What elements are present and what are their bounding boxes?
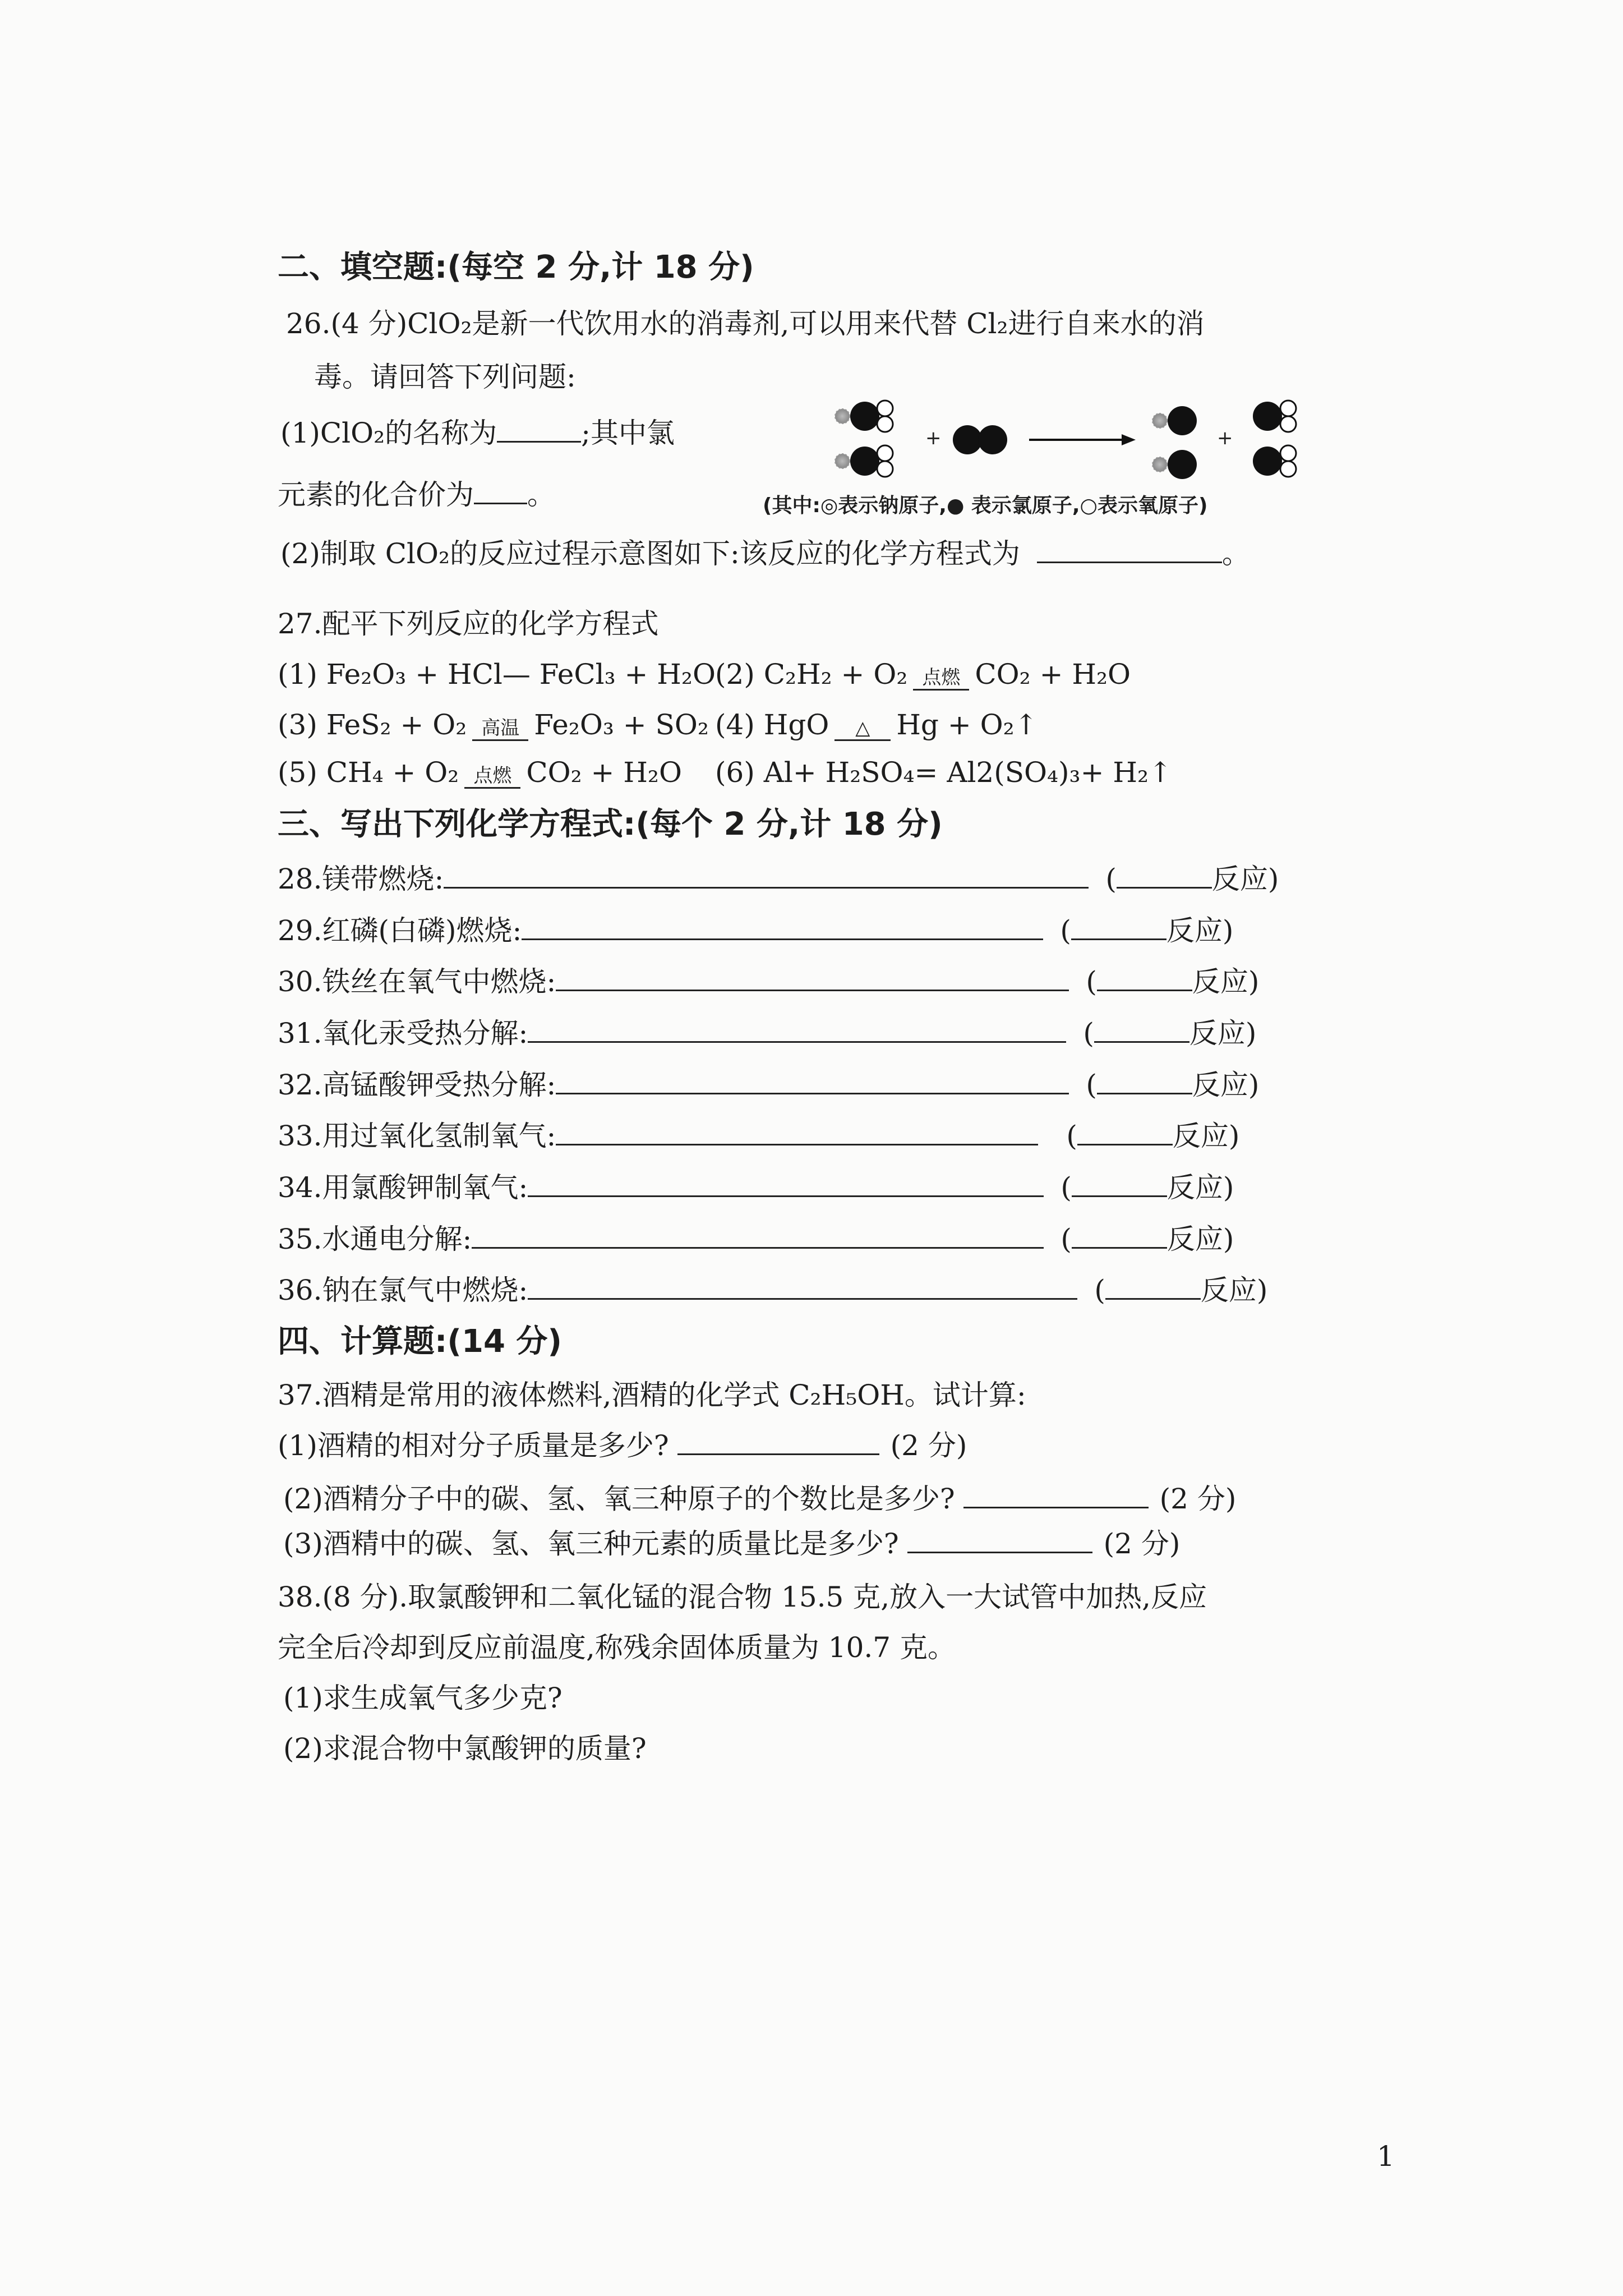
q35-row: 35.水通电分解: ( 反应) bbox=[278, 1221, 1234, 1257]
q28-answer-line[interactable] bbox=[444, 862, 1089, 889]
q34-type-blank[interactable] bbox=[1072, 1171, 1167, 1197]
page-number: 1 bbox=[1377, 2140, 1395, 2173]
q31-type-blank[interactable] bbox=[1094, 1016, 1189, 1043]
q33-suffix: 反应) bbox=[1172, 1120, 1240, 1152]
valence-blank[interactable] bbox=[474, 478, 527, 504]
q37-part2 bbox=[283, 1481, 1236, 1517]
q32-label: 32.高锰酸钾受热分解: bbox=[278, 1069, 556, 1101]
section4-heading: 四、计算题:(14 分) bbox=[278, 1323, 562, 1360]
eq4-right: Hg + O₂↑ bbox=[896, 708, 1038, 741]
q27-row1 bbox=[278, 656, 1131, 696]
q37-3-points: (2 分) bbox=[1103, 1527, 1181, 1560]
q37-3-blank[interactable] bbox=[907, 1527, 1092, 1553]
q37-text: 37.酒精是常用的液体燃料,酒精的化学式 C₂H₅OH。试计算: bbox=[278, 1379, 1026, 1411]
q26-p1-c: 元素的化合价为 bbox=[278, 478, 474, 511]
eq4-condition: △ bbox=[834, 718, 891, 747]
q35-answer-line[interactable] bbox=[472, 1222, 1044, 1249]
q32-suffix: 反应) bbox=[1192, 1069, 1260, 1101]
q35-suffix: 反应) bbox=[1166, 1223, 1234, 1255]
q37-1-points: (2 分) bbox=[890, 1429, 967, 1462]
q36-answer-line[interactable] bbox=[528, 1273, 1077, 1300]
q38-part2: (2)求混合物中氯酸钾的质量? bbox=[283, 1732, 647, 1765]
q26-p1-a: (1)ClO₂的名称为 bbox=[280, 417, 497, 449]
q29-row: 29.红磷(白磷)燃烧: ( 反应) bbox=[278, 913, 1233, 949]
q37-3-text: (3)酒精中的碳、氢、氧三种元素的质量比是多少? bbox=[283, 1527, 899, 1560]
q28-type-blank[interactable] bbox=[1117, 862, 1212, 889]
eq6: (6) Al+ H₂SO₄= Al2(SO₄)₃+ H₂↑ bbox=[715, 756, 1172, 789]
eq3-left: (3) FeS₂ + O₂ bbox=[278, 708, 467, 741]
q35-label: 35.水通电分解: bbox=[278, 1223, 472, 1255]
eq5-right: CO₂ + H₂O bbox=[526, 756, 682, 789]
cl2-molecule bbox=[953, 425, 1007, 454]
q33-row: 33.用过氧化氢制氧气: ( 反应) bbox=[278, 1118, 1239, 1154]
q38-part1: (1)求生成氧气多少克? bbox=[283, 1682, 562, 1714]
eq3-condition: 高温 bbox=[472, 718, 528, 747]
naclo2-molecule-bottom bbox=[835, 445, 893, 477]
q30-type-blank[interactable] bbox=[1097, 965, 1192, 991]
q36-type-blank[interactable] bbox=[1105, 1273, 1201, 1300]
section2-heading: 二、填空题:(每空 2 分,计 18 分) bbox=[278, 249, 754, 286]
eq2-condition: 点燃 bbox=[913, 668, 969, 696]
q26-intro-line2: 毒。请回答下列问题: bbox=[314, 361, 576, 393]
q29-suffix: 反应) bbox=[1166, 914, 1234, 947]
q28-label: 28.镁带燃烧: bbox=[278, 863, 444, 895]
q26-p2-end: 。 bbox=[1221, 537, 1250, 570]
q26-part1-line1 bbox=[280, 415, 675, 451]
q26-p1-b: ;其中氯 bbox=[581, 417, 675, 449]
q33-answer-line[interactable] bbox=[556, 1119, 1038, 1145]
equation-blank[interactable] bbox=[1037, 537, 1222, 563]
q27-title: 27.配平下列反应的化学方程式 bbox=[278, 608, 659, 640]
eq5-condition: 点燃 bbox=[464, 766, 520, 794]
q30-suffix: 反应) bbox=[1192, 965, 1260, 998]
q33-type-blank[interactable] bbox=[1077, 1119, 1173, 1145]
clo2-molecule-bottom bbox=[1253, 445, 1296, 477]
clo2-molecule-top bbox=[1253, 401, 1296, 432]
q35-type-blank[interactable] bbox=[1072, 1222, 1167, 1249]
q30-answer-line[interactable] bbox=[556, 965, 1069, 991]
q31-row: 31.氧化汞受热分解: ( 反应) bbox=[278, 1015, 1256, 1051]
eq5-left: (5) CH₄ + O₂ bbox=[278, 756, 459, 789]
q26-part2 bbox=[280, 536, 1250, 572]
eq1: (1) Fe₂O₃ + HCl— FeCl₃ + H₂O bbox=[278, 658, 716, 691]
q29-label: 29.红磷(白磷)燃烧: bbox=[278, 914, 522, 947]
eq2-left: (2) C₂H₂ + O₂ bbox=[715, 658, 908, 691]
q34-answer-line[interactable] bbox=[528, 1171, 1044, 1197]
q28-suffix: 反应) bbox=[1211, 863, 1279, 895]
q30-label: 30.铁丝在氧气中燃烧: bbox=[278, 965, 556, 998]
q31-answer-line[interactable] bbox=[528, 1016, 1066, 1043]
q38-line1: 38.(8 分).取氯酸钾和二氧化锰的混合物 15.5 克,放入一大试管中加热,反应 bbox=[278, 1581, 1207, 1613]
q32-type-blank[interactable] bbox=[1097, 1068, 1192, 1094]
q37-1-blank[interactable] bbox=[677, 1429, 879, 1455]
q32-row: 32.高锰酸钾受热分解: ( 反应) bbox=[278, 1067, 1259, 1103]
q34-row: 34.用氯酸钾制氧气: ( 反应) bbox=[278, 1170, 1234, 1205]
q30-row: 30.铁丝在氧气中燃烧: ( 反应) bbox=[278, 964, 1259, 1000]
q33-label: 33.用过氧化氢制氧气: bbox=[278, 1120, 556, 1152]
eq4-left: (4) HgO bbox=[715, 708, 829, 741]
q34-suffix: 反应) bbox=[1166, 1171, 1234, 1204]
section3-heading: 三、写出下列化学方程式:(每个 2 分,计 18 分) bbox=[278, 806, 943, 843]
svg-text:+: + bbox=[1217, 427, 1233, 449]
eq3-right: Fe₂O₃ + SO₂ bbox=[534, 708, 709, 741]
q29-answer-line[interactable] bbox=[522, 914, 1043, 940]
q36-label: 36.钠在氯气中燃烧: bbox=[278, 1274, 528, 1306]
q32-answer-line[interactable] bbox=[556, 1068, 1069, 1094]
eq2-right: CO₂ + H₂O bbox=[975, 658, 1131, 691]
q26-part1-line2 bbox=[278, 477, 555, 513]
q37-2-blank[interactable] bbox=[963, 1482, 1149, 1508]
q38-line2: 完全后冷却到反应前温度,称残余固体质量为 10.7 克。 bbox=[278, 1631, 956, 1664]
q37-part3 bbox=[283, 1526, 1180, 1562]
q27-row2 bbox=[278, 707, 1038, 747]
q36-suffix: 反应) bbox=[1200, 1274, 1268, 1306]
q37-2-points: (2 分) bbox=[1159, 1483, 1237, 1515]
q26-p1-d: 。 bbox=[527, 478, 555, 511]
svg-text:+: + bbox=[925, 427, 942, 449]
q37-part1 bbox=[278, 1428, 967, 1464]
q26-intro-line1: 26.(4 分)ClO₂是新一代饮用水的消毒剂,可以用来代替 Cl₂进行自来水的消 bbox=[286, 307, 1205, 340]
q31-suffix: 反应) bbox=[1189, 1017, 1257, 1050]
clo2-name-blank[interactable] bbox=[497, 416, 581, 443]
nacl-molecule-top bbox=[1152, 406, 1197, 435]
q26-p2-text: (2)制取 ClO₂的反应过程示意图如下:该反应的化学方程式为 bbox=[280, 537, 1020, 570]
naclo2-molecule-top bbox=[835, 401, 893, 432]
diagram-legend: (其中:◎表示钠原子,● 表示氯原子,○表示氧原子) bbox=[763, 494, 1208, 517]
q37-1-text: (1)酒精的相对分子质量是多少? bbox=[278, 1429, 669, 1462]
q27-row3 bbox=[278, 754, 1172, 794]
q28-row: 28.镁带燃烧: ( 反应) bbox=[278, 861, 1279, 897]
q34-label: 34.用氯酸钾制氧气: bbox=[278, 1171, 528, 1204]
q29-type-blank[interactable] bbox=[1071, 914, 1166, 940]
q36-row: 36.钠在氯气中燃烧: ( 反应) bbox=[278, 1272, 1267, 1308]
q31-label: 31.氧化汞受热分解: bbox=[278, 1017, 528, 1050]
nacl-molecule-bottom bbox=[1152, 450, 1197, 479]
q37-2-text: (2)酒精分子中的碳、氢、氧三种原子的个数比是多少? bbox=[283, 1483, 955, 1515]
